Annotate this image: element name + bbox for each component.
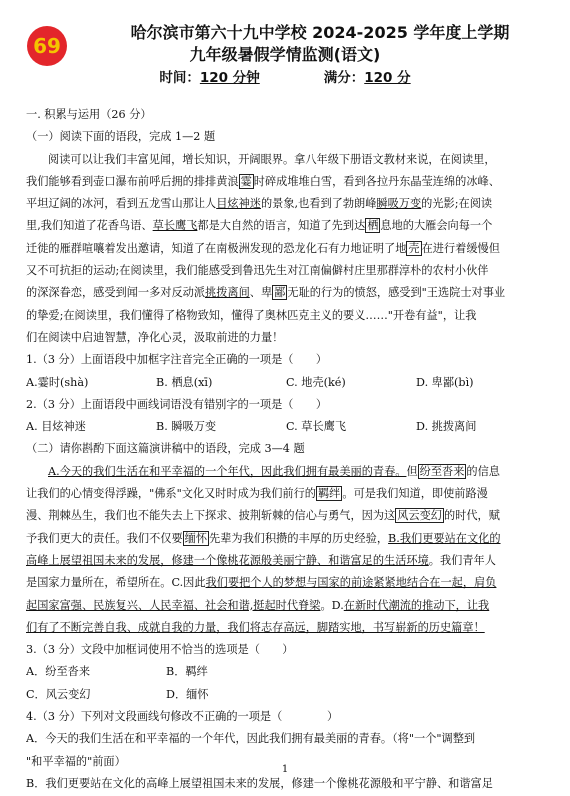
question-stem: 3.（3 分）文段中加框词使用不恰当的选项是（ ） (26, 643, 294, 657)
passage2-line: 漫、荆棘丛生，我们也不能失去上下探求、披荆斩棘的信心与勇气，因为这 风云变幻 的时代，赋 (26, 509, 500, 523)
passage1-line: 里,我们知道了花香鸟语、草长鹰飞都是大自然的语言，知道了先到达 栖 息地的大雁会向每一个 (26, 219, 493, 233)
option-c: C. 地壳(ké) (286, 375, 346, 389)
score-label: 满分： (323, 70, 365, 86)
passage1-line: 们在阅读中启迪智慧，净化心灵，汲取前进的力量！ (26, 330, 284, 344)
option-b: B. 瞬吸万变 (156, 420, 217, 434)
page-number: 1 (281, 764, 289, 775)
boxed-char: 霎 (240, 174, 252, 188)
option-c: C．风云变幻 (26, 687, 91, 701)
time-value: 120 分钟 (199, 70, 260, 86)
part1-title: （一）阅读下面的语段，完成 1—2 题 (26, 130, 216, 144)
option-d: D．缅怀 (166, 687, 209, 701)
option-b: B. 栖息(xī) (156, 375, 213, 389)
passage2-line: 予我们更大的责任。我们不仅要 缅怀 先辈为我们积攒的丰厚的历史经验，B.我们更要站在文化的 (26, 531, 501, 545)
option-a: A.霎时(shà) (26, 375, 89, 389)
passage1-line: 又不可抗拒的运动;在阅读里，我们能感受到鲁迅先生对江南偏僻村庄里那群淳朴的农村小伙伴 (26, 264, 489, 278)
passage2-line: 是国家力量所在，希望所在。C.因此我们要把个人的梦想与国家的前途紧紧地结合在一起，肩负 (26, 576, 497, 590)
boxed-word: 风云变幻 (397, 509, 442, 523)
option-b: B．我们更要站在文化的高峰上展望祖国未来的发展，修建一个像桃花源般和平宁静、和谐富足 (26, 776, 493, 790)
score-value: 120 分 (364, 70, 411, 86)
exam-title: 九年级暑假学情监测(语文) (189, 45, 381, 64)
school-title: 哈尔滨市第六十九中学校 2024-2025 学年度上学期 (130, 23, 510, 42)
passage1-line: 平坦辽阔的冰河，看到五龙雪山那让人目炫神迷的景象,也看到了勃朗峰瞬吸万变的光影;在阅读 (26, 197, 493, 211)
question-options (26, 661, 546, 683)
passage1-line: 阅读可以让我们丰富见闻，增长知识，开阔眼界。拿八年级下册语文教材来说，在阅读里， (48, 152, 496, 166)
option-d: D. 卑鄙(bì) (416, 375, 474, 389)
part2-title: （二）请你斟酌下面这篇演讲稿中的语段，完成 3—4 题 (26, 442, 305, 456)
boxed-word: 羁绊 (317, 487, 341, 501)
svg-text:69: 69 (33, 34, 61, 58)
passage2-line: 让我们的心情变得浮躁，"佛系"文化又时时成为我们前行的 羁绊 。可是我们知道，即使前路漫 (26, 487, 488, 501)
option-c: C. 草长鹰飞 (286, 420, 347, 434)
passage1-line: 的深深眷恋，感受到闻一多对反动派挑拨离间、卑 鄙 无耻的行为的愤怒，感受到"王选院士对事业 (26, 286, 506, 300)
question-options (26, 684, 546, 706)
boxed-word: 缅怀 (184, 531, 208, 545)
question-options (26, 372, 546, 394)
question-stem: 1.（3 分）上面语段中加框字注音完全正确的一项是（ ） (26, 353, 328, 367)
question-stem: 2.（3 分）上面语段中画线词语没有错别字的一项是（ ） (26, 397, 328, 411)
boxed-char: 鄙 (274, 286, 286, 300)
boxed-word: 纷至沓来 (419, 464, 465, 478)
passage2-line: 们有了不断完善自我、成就自我的力量，我们将志存高远，脚踏实地，书写崭新的历史篇章！ (26, 620, 485, 634)
underlined-word: 挑拨离间 (205, 286, 250, 300)
option-d: D. 挑拨离间 (416, 420, 477, 434)
exam-body (26, 104, 546, 795)
boxed-char: 壳 (408, 241, 420, 255)
question-stem: 4.（3 分）下列对文段画线句修改不正确的一项是（ ） (26, 710, 339, 724)
passage1-line: 迁徙的雁群喧嚷着发出邀请，知道了在南极洲发现的恐龙化石有力地证明了地 壳 在进行着缓慢但 (26, 241, 500, 255)
option-a-cont: "和平幸福的"前面） (26, 754, 126, 768)
underlined-word: 目炫神迷 (216, 197, 261, 211)
passage2-line: 起国家富强、民族复兴、人民幸福、社会和谐,挺起时代脊梁。D.在新时代潮流的推动下，让我 (26, 598, 490, 612)
option-a: A．今天的我们生活在和平幸福的一个年代，因此我们拥有最美丽的青春。（将"一个"调整到 (26, 732, 476, 746)
passage2-line: A.今天的我们生活在和平幸福的一个年代，因此我们拥有最美丽的青春。但 纷至沓来 的信息 (48, 464, 500, 478)
exam-meta (0, 66, 570, 86)
section-title: 一. 积累与运用（26 分） (26, 108, 152, 121)
time-label: 时间： (159, 70, 200, 86)
passage1-line: 我们能够看到壶口瀑布前呼后拥的排排黄浪 霎 时碎成堆堆白雪，看到各拉丹东晶莹连绵的冰峰、 (26, 174, 500, 188)
underlined-word: 瞬吸万变 (376, 197, 422, 211)
underlined-word: 草长鹰飞 (152, 219, 198, 233)
option-b: B．羁绊 (166, 665, 208, 679)
option-a: A．纷至沓来 (26, 665, 91, 679)
passage1-line: 的挚爱;在阅读里，我们懂得了格物致知，懂得了奥林匹克主义的要义……"开卷有益"，让我 (26, 308, 477, 322)
boxed-char: 栖 (367, 219, 379, 233)
question-options (26, 416, 546, 438)
option-a: A. 目炫神迷 (26, 420, 86, 434)
passage2-line: 高峰上展望祖国未来的发展，修建一个像桃花源般美丽宁静、和谐富足的生活环境。我们青年人 (26, 553, 496, 567)
